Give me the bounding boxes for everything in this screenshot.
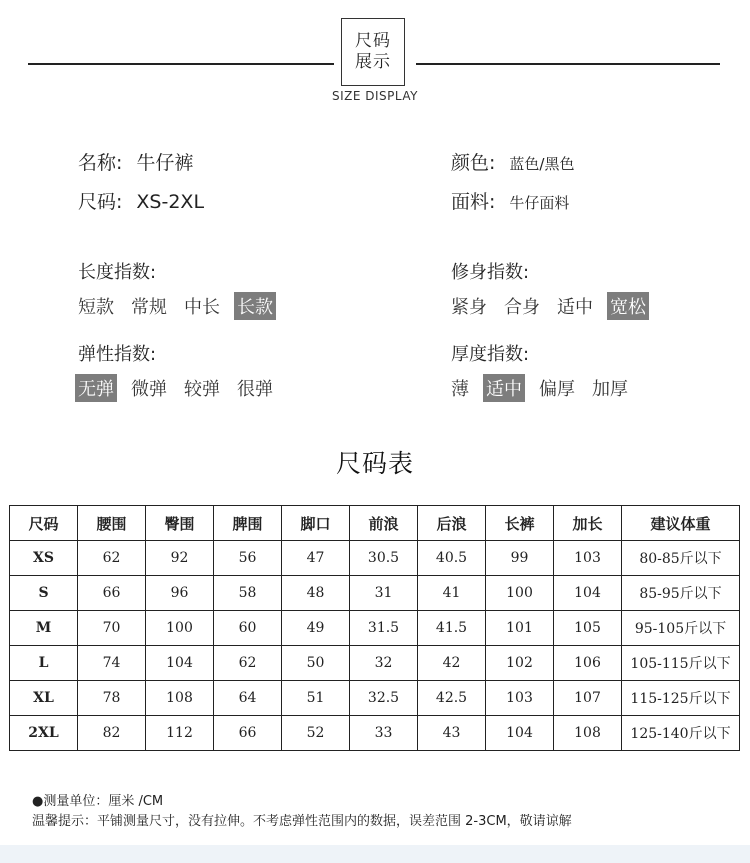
size-table-header-cell: 加长 <box>554 506 622 541</box>
size-table-header-cell: 建议体重 <box>622 506 740 541</box>
size-value-cell: 80-85斤以下 <box>622 541 740 576</box>
size-value-cell: 49 <box>282 611 350 646</box>
fit-option-selected: 宽松 <box>607 292 649 320</box>
size-value-cell: 100 <box>486 576 554 611</box>
size-table-header-cell: 前浪 <box>350 506 418 541</box>
size-table-title: 尺码表 <box>335 449 414 478</box>
size-value-cell: 66 <box>214 716 282 751</box>
header-title-line2: 展示 <box>355 52 391 72</box>
size-value-cell: 30.5 <box>350 541 418 576</box>
size-table-header-cell: 脚口 <box>282 506 350 541</box>
size-table-row <box>10 716 740 751</box>
size-table-header-cell: 长裤 <box>486 506 554 541</box>
size-value-cell: 78 <box>78 681 146 716</box>
size-value-cell: 96 <box>146 576 214 611</box>
size-value-cell: 64 <box>214 681 282 716</box>
length-index-options <box>75 292 287 320</box>
size-value-cell: 108 <box>554 716 622 751</box>
measurement-unit-note: ●测量单位：厘米 /CM <box>32 794 164 809</box>
fabric-label: 面料: <box>451 191 496 213</box>
size-value-cell: 51 <box>282 681 350 716</box>
size-value-cell: 62 <box>78 541 146 576</box>
length-index-title: 长度指数: <box>78 262 157 283</box>
size-value-cell: 42.5 <box>418 681 486 716</box>
size-value-cell: 105-115斤以下 <box>622 646 740 681</box>
size-value-cell: 48 <box>282 576 350 611</box>
header-divider-left <box>28 63 334 65</box>
thickness-option: 偏厚 <box>539 379 575 400</box>
header-title-box <box>341 18 405 86</box>
size-value-cell: 125-140斤以下 <box>622 716 740 751</box>
bottom-strip <box>0 845 750 863</box>
header-divider-right <box>416 63 720 65</box>
size-range-label: 尺码: <box>78 191 123 213</box>
size-table-row <box>10 576 740 611</box>
measurement-tip-note: 温馨提示：平铺测量尺寸，没有拉伸。不考虑弹性范围内的数据，误差范围 2-3CM，敬请谅解 <box>32 814 572 829</box>
size-label-cell: 2XL <box>10 716 78 751</box>
size-value-cell: 105 <box>554 611 622 646</box>
fabric-value: 牛仔面料 <box>509 194 570 212</box>
size-value-cell: 101 <box>486 611 554 646</box>
thickness-index-options <box>448 374 642 402</box>
size-value-cell: 102 <box>486 646 554 681</box>
size-value-cell: 104 <box>554 576 622 611</box>
size-value-cell: 70 <box>78 611 146 646</box>
size-table-header-row <box>10 506 740 541</box>
fit-option: 适中 <box>557 297 593 318</box>
size-label-cell: L <box>10 646 78 681</box>
color-label: 颜色: <box>451 152 496 174</box>
size-value-cell: 107 <box>554 681 622 716</box>
size-value-cell: 43 <box>418 716 486 751</box>
size-value-cell: 95-105斤以下 <box>622 611 740 646</box>
thickness-index-title: 厚度指数: <box>451 344 530 365</box>
fit-index-title: 修身指数: <box>451 262 530 283</box>
size-value-cell: 108 <box>146 681 214 716</box>
thickness-option-selected: 适中 <box>483 374 525 402</box>
size-value-cell: 56 <box>214 541 282 576</box>
size-value-cell: 60 <box>214 611 282 646</box>
length-option: 常规 <box>131 297 167 318</box>
size-value-cell: 31.5 <box>350 611 418 646</box>
size-value-cell: 104 <box>486 716 554 751</box>
size-value-cell: 32 <box>350 646 418 681</box>
size-value-cell: 50 <box>282 646 350 681</box>
thickness-option: 薄 <box>451 379 469 400</box>
size-table <box>9 505 740 751</box>
size-table-row <box>10 611 740 646</box>
elastic-option: 很弹 <box>237 379 273 400</box>
size-label-cell: XL <box>10 681 78 716</box>
size-table-row <box>10 541 740 576</box>
product-fabric <box>451 187 569 214</box>
product-color <box>451 148 574 175</box>
size-display-header <box>0 0 750 110</box>
fit-option: 合身 <box>504 297 540 318</box>
size-label-cell: M <box>10 611 78 646</box>
product-name-value: 牛仔裤 <box>136 152 194 174</box>
size-table-header-cell: 腰围 <box>78 506 146 541</box>
size-value-cell: 92 <box>146 541 214 576</box>
size-value-cell: 33 <box>350 716 418 751</box>
size-table-row <box>10 646 740 681</box>
product-name <box>78 148 193 175</box>
header-title-line1: 尺码 <box>355 31 391 51</box>
color-value: 蓝色/黑色 <box>509 155 575 173</box>
size-value-cell: 52 <box>282 716 350 751</box>
size-value-cell: 31 <box>350 576 418 611</box>
elastic-option: 较弹 <box>184 379 220 400</box>
size-table-header-cell: 后浪 <box>418 506 486 541</box>
length-option-selected: 长款 <box>234 292 276 320</box>
thickness-option: 加厚 <box>592 379 628 400</box>
size-value-cell: 41.5 <box>418 611 486 646</box>
size-table-header-cell: 脾围 <box>214 506 282 541</box>
elastic-index-options <box>75 374 287 402</box>
size-value-cell: 40.5 <box>418 541 486 576</box>
length-option: 中长 <box>184 297 220 318</box>
size-table-header-cell: 尺码 <box>10 506 78 541</box>
product-name-label: 名称: <box>78 152 123 174</box>
length-option: 短款 <box>78 297 114 318</box>
size-value-cell: 112 <box>146 716 214 751</box>
size-value-cell: 66 <box>78 576 146 611</box>
size-value-cell: 106 <box>554 646 622 681</box>
size-value-cell: 41 <box>418 576 486 611</box>
header-subtitle: SIZE DISPLAY <box>332 89 418 103</box>
product-size-range <box>78 187 204 214</box>
size-value-cell: 85-95斤以下 <box>622 576 740 611</box>
fit-index-options <box>448 292 660 320</box>
size-value-cell: 58 <box>214 576 282 611</box>
elastic-index-title: 弹性指数: <box>78 344 157 365</box>
size-value-cell: 62 <box>214 646 282 681</box>
size-value-cell: 47 <box>282 541 350 576</box>
size-value-cell: 99 <box>486 541 554 576</box>
fit-option: 紧身 <box>451 297 487 318</box>
elastic-option-selected: 无弹 <box>75 374 117 402</box>
size-value-cell: 103 <box>486 681 554 716</box>
size-value-cell: 115-125斤以下 <box>622 681 740 716</box>
size-table-row <box>10 681 740 716</box>
size-value-cell: 104 <box>146 646 214 681</box>
elastic-option: 微弹 <box>131 379 167 400</box>
size-value-cell: 82 <box>78 716 146 751</box>
size-value-cell: 42 <box>418 646 486 681</box>
size-label-cell: S <box>10 576 78 611</box>
size-value-cell: 32.5 <box>350 681 418 716</box>
size-range-value: XS-2XL <box>136 191 205 213</box>
size-label-cell: XS <box>10 541 78 576</box>
size-table-header-cell: 臀围 <box>146 506 214 541</box>
size-value-cell: 74 <box>78 646 146 681</box>
size-value-cell: 103 <box>554 541 622 576</box>
size-value-cell: 100 <box>146 611 214 646</box>
